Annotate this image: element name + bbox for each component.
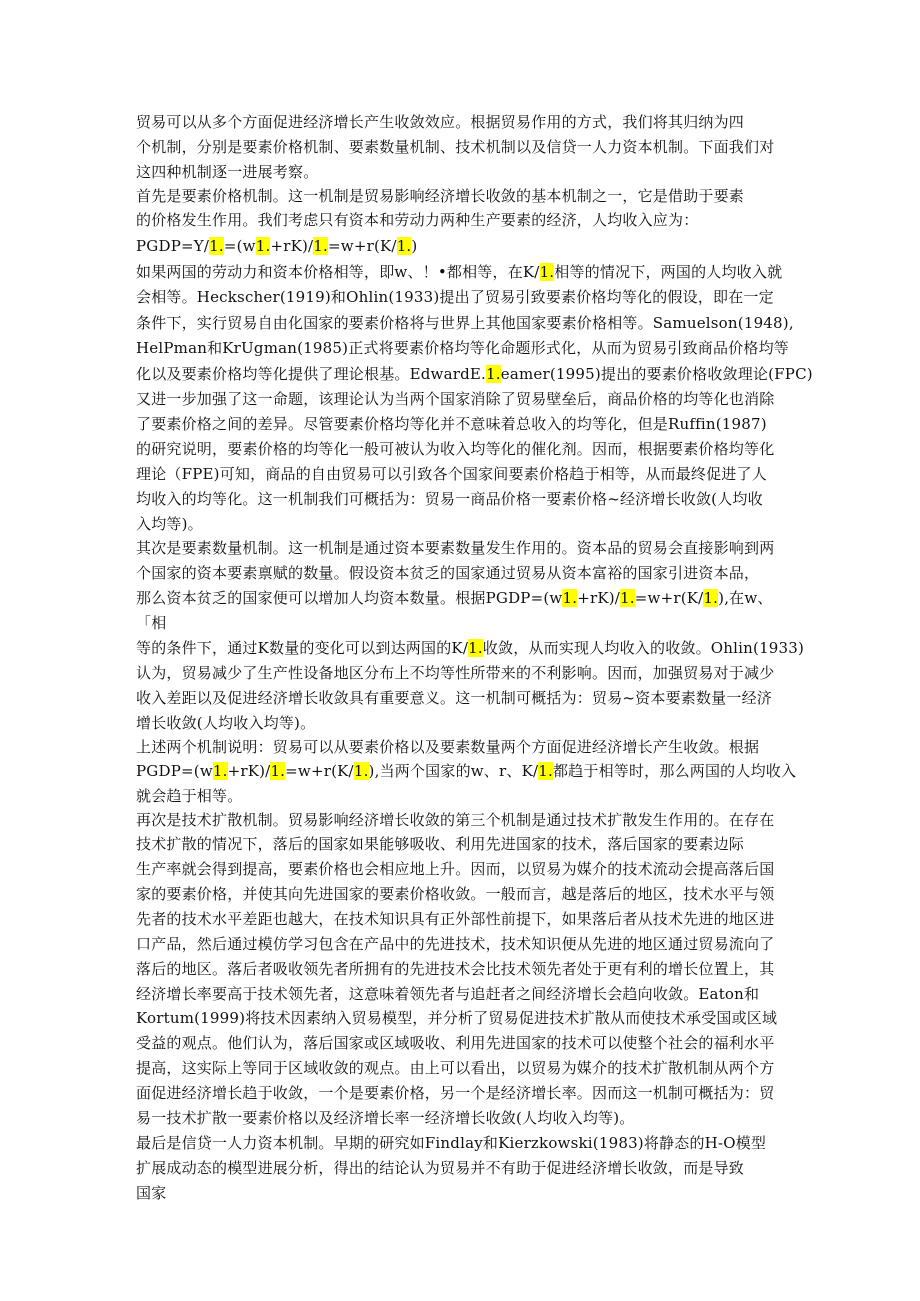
text-run: 如果两国的劳动力和资本价格相等，即w、！•都相等，在K/ (136, 263, 540, 281)
text-line (136, 1108, 635, 1130)
text-line (136, 338, 789, 360)
highlighted-text: 1. (486, 365, 501, 383)
highlighted-text: 1. (468, 639, 483, 657)
text-line (136, 287, 774, 309)
text-run: 最后是信贷一人力资本机制。早期的研究如Findlay和Kierzkowski(1983)将静态的H-O模型 (136, 1134, 767, 1152)
text-run: 面促进经济增长趋于收敛，一个是要素价格，另一个是经济增长率。因而这一机制可概括为：贸 (136, 1084, 775, 1102)
highlighted-text: 1. (562, 589, 578, 607)
text-run: =w+r(K/ (328, 237, 397, 255)
highlighted-text: 1. (620, 589, 635, 607)
text-line (136, 909, 774, 931)
text-line (136, 186, 744, 208)
text-run: 理论（FPE)可知，商品的自由贸易可以引致各个国家间要素价格趋于相等，从而最终促进了人 (136, 465, 767, 483)
text-line (136, 489, 763, 511)
text-run: 再次是技术扩散机制。贸易影响经济增长收敛的第三个机制是通过技术扩散发生作用的。在存在 (136, 811, 775, 829)
text-run: 相等的情况下，两国的人均收入就 (554, 263, 783, 281)
text-line (136, 313, 794, 335)
text-run: 先者的技术水平差距也越大，在技术知识具有正外部性前提下，如果落后者从技术先进的地区进 (136, 910, 775, 928)
highlighted-text: 1. (209, 237, 224, 255)
text-line (136, 439, 774, 461)
text-run: 增长收敛(人均收入均等)。 (136, 714, 316, 732)
text-run: ) (411, 237, 418, 255)
text-run: HelPman和KrUgman(1985)正式将要素价格均等化命题形式化，从而为贸易引致商品价格均等 (136, 339, 790, 357)
text-run: 又进一步加强了这一命题，该理论认为当两个国家消除了贸易壁垒后，商品价格的均等化也消除 (136, 390, 775, 408)
text-line (136, 262, 782, 284)
text-run: =w+r(K/ (634, 589, 704, 607)
text-run: 的研究说明，要素价格的均等化一般可被认为收入均等化的催化剂。因而，根据要素价格均等化 (136, 440, 775, 458)
text-line (136, 786, 242, 808)
text-run: 首先是要素价格机制。这一机制是贸易影响经济增长收敛的基本机制之一，它是借助于要素 (136, 187, 745, 205)
text-line (136, 1183, 166, 1205)
text-run: 等的条件下，通过K数量的变化可以到达两国的K/ (136, 639, 469, 657)
text-line (136, 613, 166, 635)
text-run: PGDP=(w (136, 762, 213, 780)
text-run: ),当两个国家的w、r、K/ (368, 762, 539, 780)
text-run: 个机制，分别是要素价格机制、要素数量机制、技术机制以及信贷一人力资本机制。下面我们对 (136, 138, 775, 156)
text-run: 条件下，实行贸易自由化国家的要素价格将与世界上其他国家要素价格相等。Samuelson(1948), (136, 314, 794, 332)
text-line (136, 162, 318, 184)
text-line (136, 1058, 774, 1080)
text-line (136, 414, 767, 436)
text-run: =w+r(K/ (285, 762, 354, 780)
text-run: PGDP=Y/ (136, 237, 210, 255)
text-line (136, 389, 774, 411)
text-line (136, 737, 759, 759)
highlighted-text: 1. (539, 263, 555, 281)
text-line (136, 638, 804, 660)
text-line (136, 137, 774, 159)
text-line (136, 663, 774, 685)
text-run: 个国家的资本要素禀赋的数量。假设资本贫乏的国家通过贸易从资本富裕的国家引进资本品， (136, 564, 760, 582)
text-run: 就会趋于相等。 (136, 787, 243, 805)
text-run: 家的要素价格，并使其向先进国家的要素价格收敛。一般而言，越是落后的地区，技术水平与领 (136, 885, 775, 903)
text-line (136, 538, 774, 560)
text-line (136, 934, 774, 956)
text-run: eamer(1995)提出的要素价格收敛理论(FPC) (500, 365, 813, 383)
text-run: 会相等。Heckscher(1919)和Ohlin(1933)提出了贸易引致要素价格均等化的假设，即在一定 (136, 288, 774, 306)
highlighted-text: 1. (270, 762, 286, 780)
text-run: 收入差距以及促进经济增长收敛具有重要意义。这一机制可概括为：贸易~资本要素数量一经济 (136, 689, 772, 707)
text-run: +rK)/ (270, 237, 314, 255)
text-run: +rK)/ (227, 762, 271, 780)
text-run: ),在w、 (718, 589, 773, 607)
text-run: 贸易可以从多个方面促进经济增长产生收敛效应。根据贸易作用的方式，我们将其归纳为四 (136, 113, 745, 131)
text-run: Kortum(1999)将技术因素纳入贸易模型，并分析了贸易促进技术扩散从而使技术承受国或区域 (136, 1009, 778, 1027)
text-run: 这四种机制逐一进展考察。 (136, 163, 319, 181)
text-line (136, 588, 773, 610)
text-run: 技术扩散的情况下，落后的国家如果能够吸收、利用先进国家的技术，落后国家的要素边际 (136, 835, 745, 853)
text-run: 扩展成动态的模型进展分析，得出的结论认为贸易并不有助于促进经济增长收敛，而是导致 (136, 1159, 745, 1177)
text-line (136, 1008, 777, 1030)
text-line (136, 1033, 774, 1055)
text-line (136, 112, 744, 134)
text-line (136, 210, 698, 232)
highlighted-text: 1. (396, 237, 412, 255)
text-line (136, 1158, 744, 1180)
highlighted-text: 1. (255, 237, 271, 255)
text-run: 入均等)。 (136, 515, 203, 533)
highlighted-text: 1. (538, 762, 553, 780)
text-run: 了要素价格之间的差异。尽管要素价格均等化并不意味着总收入的均等化，但是Ruffin(1987) (136, 415, 767, 433)
text-run: =(w (223, 237, 256, 255)
text-line (136, 688, 772, 710)
text-run: 国家 (136, 1184, 167, 1202)
text-run: +rK)/ (577, 589, 621, 607)
text-line (136, 859, 774, 881)
text-run: 易一技术扩散一要素价格以及经济增长率一经济增长收敛(人均收入均等)。 (136, 1109, 635, 1127)
text-run: 经济增长率要高于技术领先者，这意味着领先者与追赶者之间经济增长会趋向收敛。Eaton和 (136, 985, 760, 1003)
text-line (136, 834, 744, 856)
text-line (136, 514, 203, 536)
highlighted-text: 1. (703, 589, 719, 607)
text-run: 落后的地区。落后者吸收领先者所拥有的先进技术会比技术领先者处于更有利的增长位置上，其 (136, 960, 775, 978)
text-line (136, 236, 417, 258)
highlighted-text: 1. (212, 762, 228, 780)
text-run: 化以及要素价格均等化提供了理论根基。EdwardE. (136, 365, 487, 383)
text-run: 提高，这实际上等同于区域收敛的观点。由上可以看出，以贸易为媒介的技术扩散机制从两个方 (136, 1059, 775, 1077)
text-run: 「相 (136, 614, 167, 632)
highlighted-text: 1. (313, 237, 329, 255)
text-run: 受益的观点。他们认为，落后国家或区域吸收、利用先进国家的技术可以使整个社会的福利水平 (136, 1034, 775, 1052)
text-run: 都趋于相等时，那么两国的人均收入 (552, 762, 797, 780)
text-line (136, 884, 774, 906)
text-run: 其次是要素数量机制。这一机制是通过资本要素数量发生作用的。资本品的贸易会直接影响到两 (136, 539, 775, 557)
text-line (136, 761, 796, 783)
text-line (136, 1133, 766, 1155)
text-run: 的价格发生作用。我们考虑只有资本和劳动力两种生产要素的经济，人均收入应为： (136, 211, 699, 229)
text-run: 收敛，从而实现人均收入的收敛。Ohlin(1933) (482, 639, 805, 657)
text-line (136, 984, 759, 1006)
text-run: 认为，贸易减少了生产性设备地区分布上不均等性所带来的不利影响。因而，加强贸易对于减少 (136, 664, 775, 682)
text-line (136, 810, 774, 832)
text-run: 那么资本贫乏的国家便可以增加人均资本数量。根据PGDP=(w (136, 589, 563, 607)
text-line (136, 464, 767, 486)
text-line (136, 1083, 774, 1105)
text-line (136, 563, 759, 585)
text-run: 上述两个机制说明：贸易可以从要素价格以及要素数量两个方面促进经济增长产生收敛。根据 (136, 738, 760, 756)
text-line (136, 713, 315, 735)
text-run: 生产率就会得到提高，要素价格也会相应地上升。因而，以贸易为媒介的技术流动会提高落后国 (136, 860, 775, 878)
text-run: 口产品，然后通过模仿学习包含在产品中的先进技术，技术知识便从先进的地区通过贸易流向了 (136, 935, 775, 953)
highlighted-text: 1. (353, 762, 369, 780)
text-run: 均收入的均等化。这一机制我们可概括为：贸易一商品价格一要素价格~经济增长收敛(人均收 (136, 490, 763, 508)
text-line (136, 364, 813, 386)
text-line (136, 959, 774, 981)
